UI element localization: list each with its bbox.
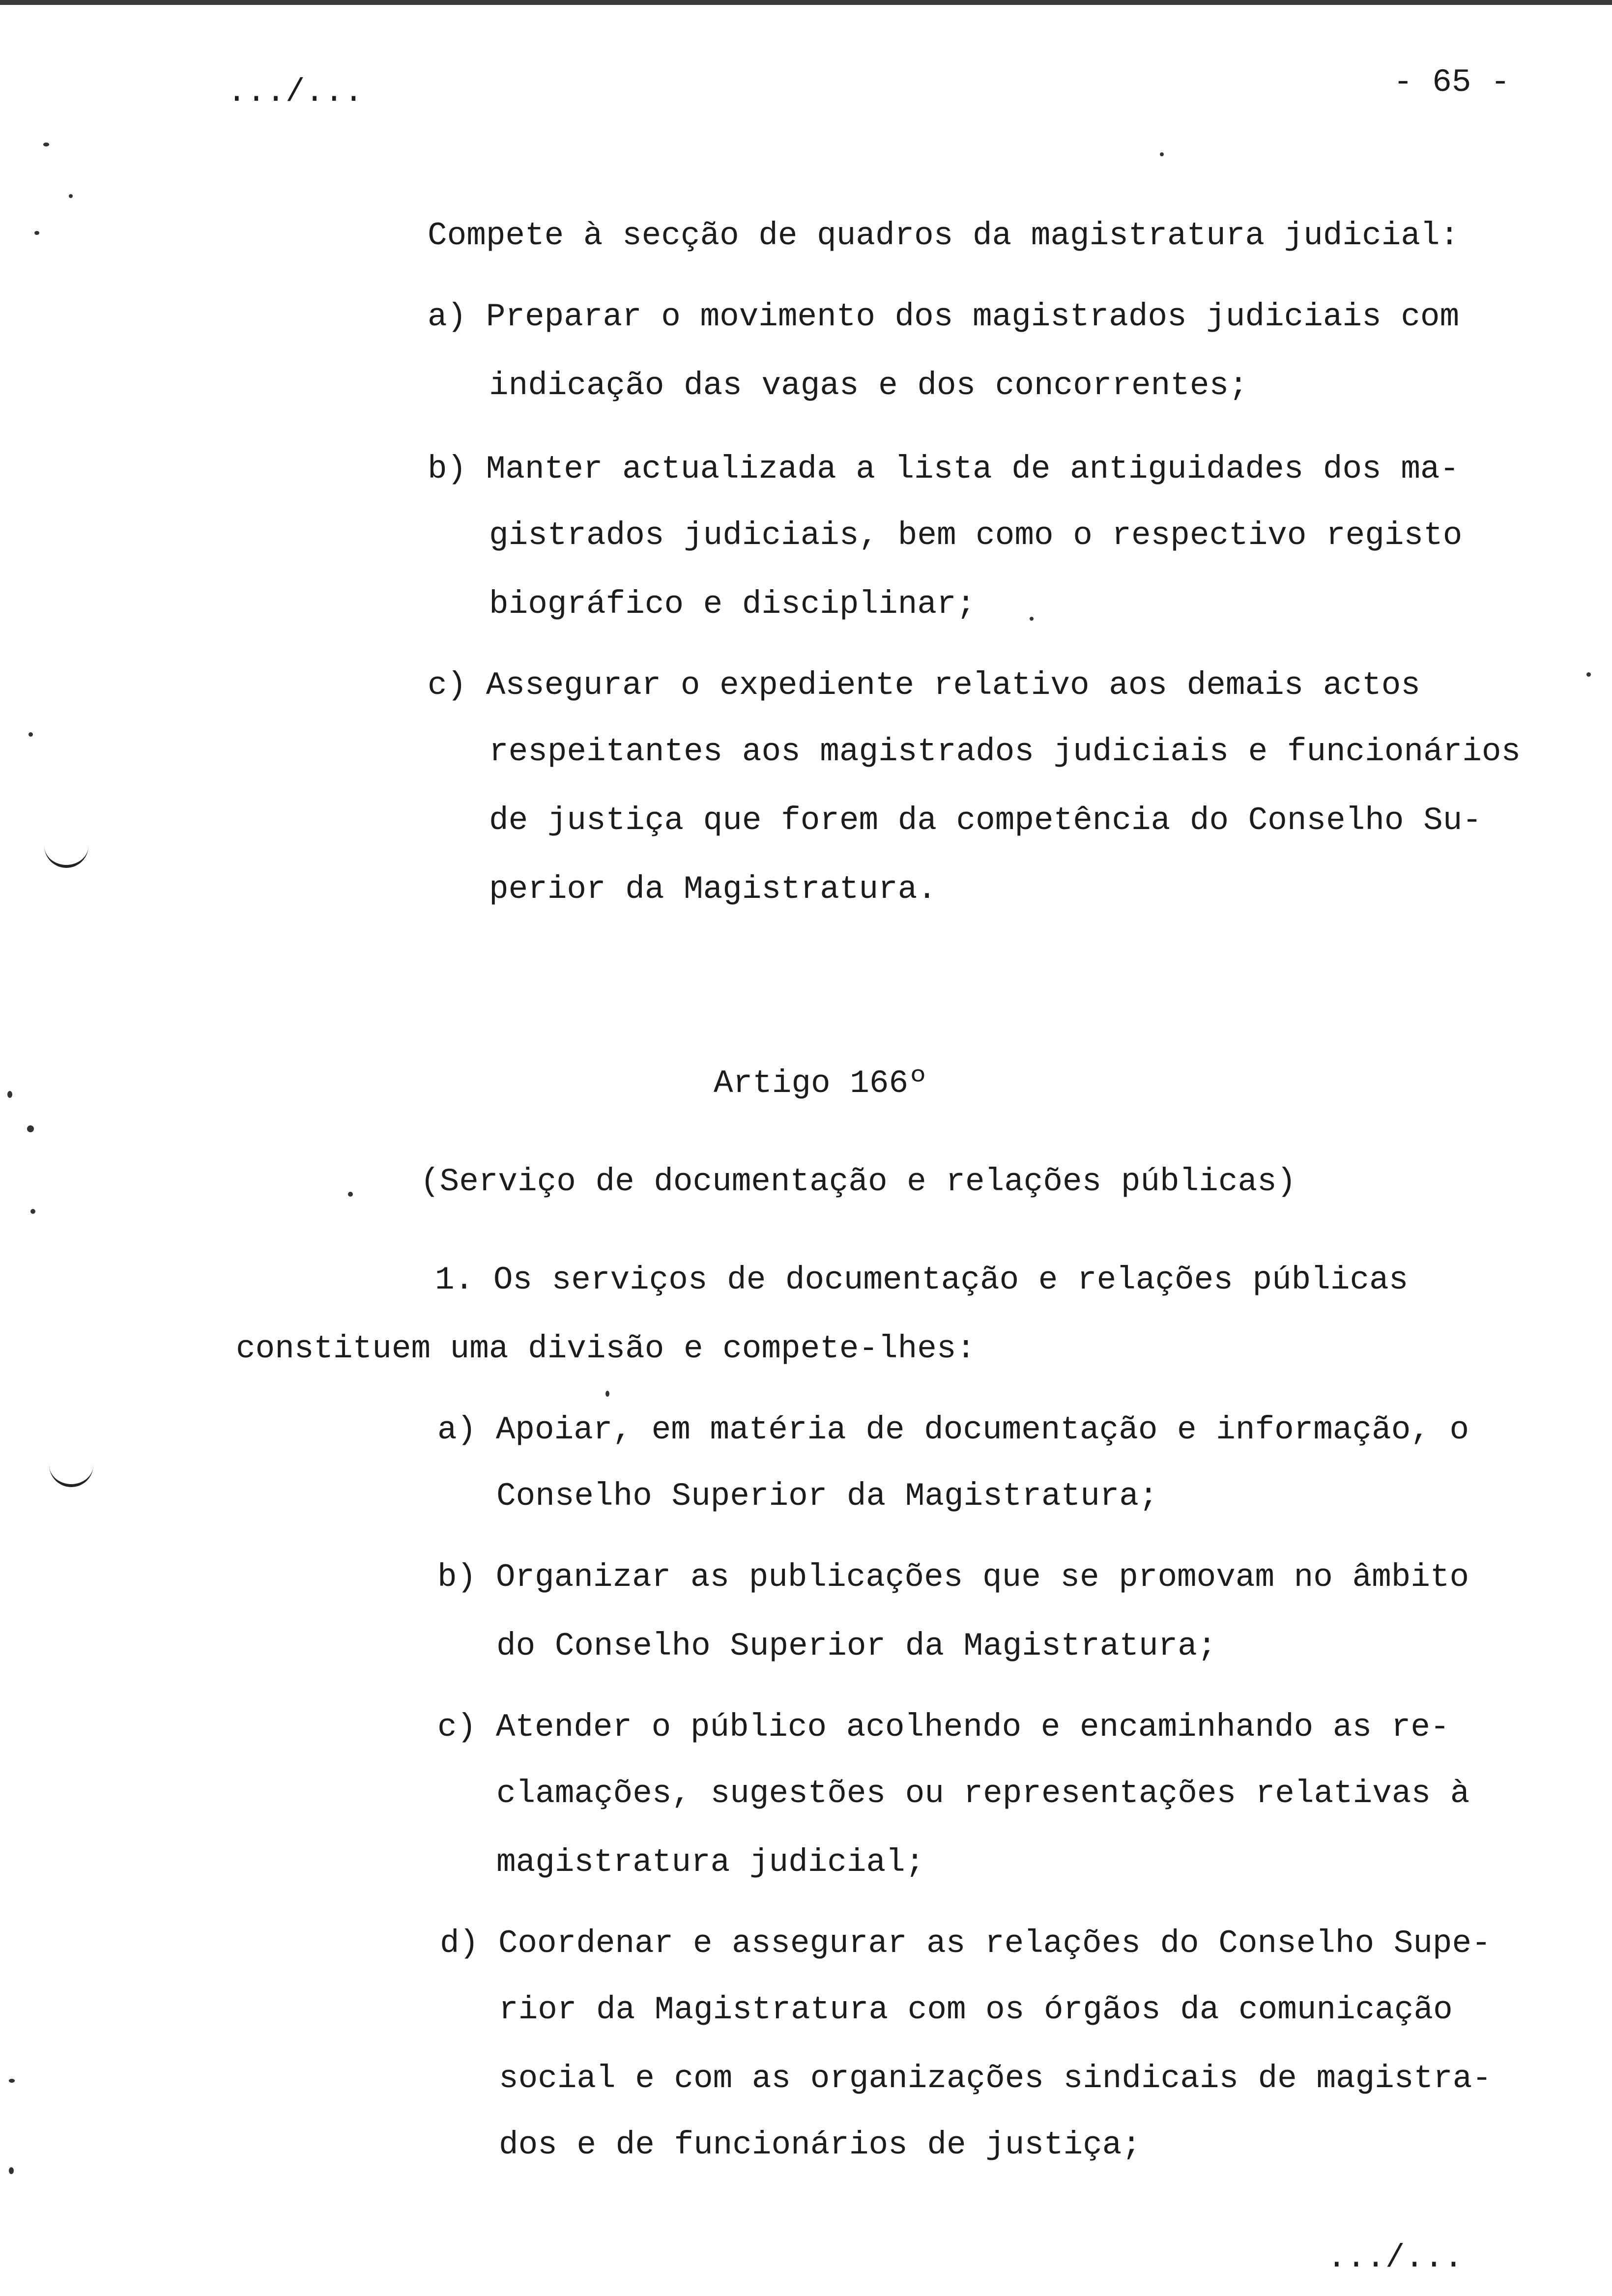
scan-top-edge <box>0 0 1612 5</box>
article-item-d-line4: dos e de funcionários de justiça; <box>499 2126 1142 2163</box>
scan-mark-arc <box>49 1464 93 1487</box>
article-item-d-line3: social e com as organizações sindicais de magistra- <box>499 2060 1492 2097</box>
scan-speck <box>34 231 39 235</box>
page-number: - 65 - <box>1393 64 1510 101</box>
continuation-marker-bottom: .../... <box>1327 2239 1464 2276</box>
paragraph-1-line1: 1. Os serviços de documentação e relações públicas <box>435 1262 1409 1298</box>
scan-speck <box>27 1125 34 1132</box>
scan-mark-arc <box>44 845 88 868</box>
scan-speck <box>29 732 33 737</box>
intro-item-c-line2: respeitantes aos magistrados judiciais e funcionários <box>489 733 1521 770</box>
intro-item-b-line3: biográfico e disciplinar; <box>489 586 976 623</box>
article-item-d-line1: d) Coordenar e assegurar as relações do Conselho Supe- <box>440 1925 1491 1962</box>
intro-item-b-line2: gistrados judiciais, bem como o respectivo registo <box>489 517 1463 554</box>
intro-item-c-line3: de justiça que forem da competência do Conselho Su- <box>489 802 1482 839</box>
continuation-marker-top: .../... <box>227 74 364 111</box>
scan-speck <box>348 1192 353 1197</box>
article-subtitle: (Serviço de documentação e relações públicas) <box>420 1163 1296 1200</box>
intro-item-a-line2: indicação das vagas e dos concorrentes; <box>489 367 1248 404</box>
scan-speck <box>1586 672 1591 677</box>
article-item-c-line2: clamações, sugestões ou representações relativas à <box>496 1775 1470 1812</box>
scan-speck <box>605 1391 609 1397</box>
article-item-b-line1: b) Organizar as publicações que se promovam no âmbito <box>437 1559 1469 1596</box>
article-item-c-line3: magistratura judicial; <box>496 1844 925 1881</box>
article-title: Artigo 166º <box>714 1065 928 1102</box>
article-item-c-line1: c) Atender o público acolhendo e encaminhando as re- <box>437 1709 1450 1746</box>
intro-item-b-line1: b) Manter actualizada a lista de antiguidades dos ma- <box>428 451 1460 488</box>
scan-speck <box>9 2079 15 2083</box>
article-item-a-line1: a) Apoiar, em matéria de documentação e informação, o <box>437 1411 1469 1448</box>
article-item-b-line2: do Conselho Superior da Magistratura; <box>496 1628 1217 1665</box>
intro-item-c-line4: perior da Magistratura. <box>489 871 937 908</box>
section-lead: Compete à secção de quadros da magistratura judicial: <box>428 217 1460 254</box>
article-item-d-line2: rior da Magistratura com os órgãos da comunicação <box>499 1991 1453 2028</box>
paragraph-1-line2: constituem uma divisão e compete-lhes: <box>236 1330 976 1367</box>
scan-speck <box>7 1091 12 1098</box>
scan-speck <box>69 194 73 198</box>
scan-speck <box>1030 617 1034 621</box>
article-item-a-line2: Conselho Superior da Magistratura; <box>496 1478 1158 1515</box>
scan-speck <box>1160 152 1164 156</box>
scan-speck <box>9 2167 14 2174</box>
scan-speck <box>30 1209 35 1214</box>
intro-item-a-line1: a) Preparar o movimento dos magistrados judiciais com <box>428 298 1460 335</box>
intro-item-c-line1: c) Assegurar o expediente relativo aos demais actos <box>428 667 1420 704</box>
scan-speck <box>43 143 49 146</box>
